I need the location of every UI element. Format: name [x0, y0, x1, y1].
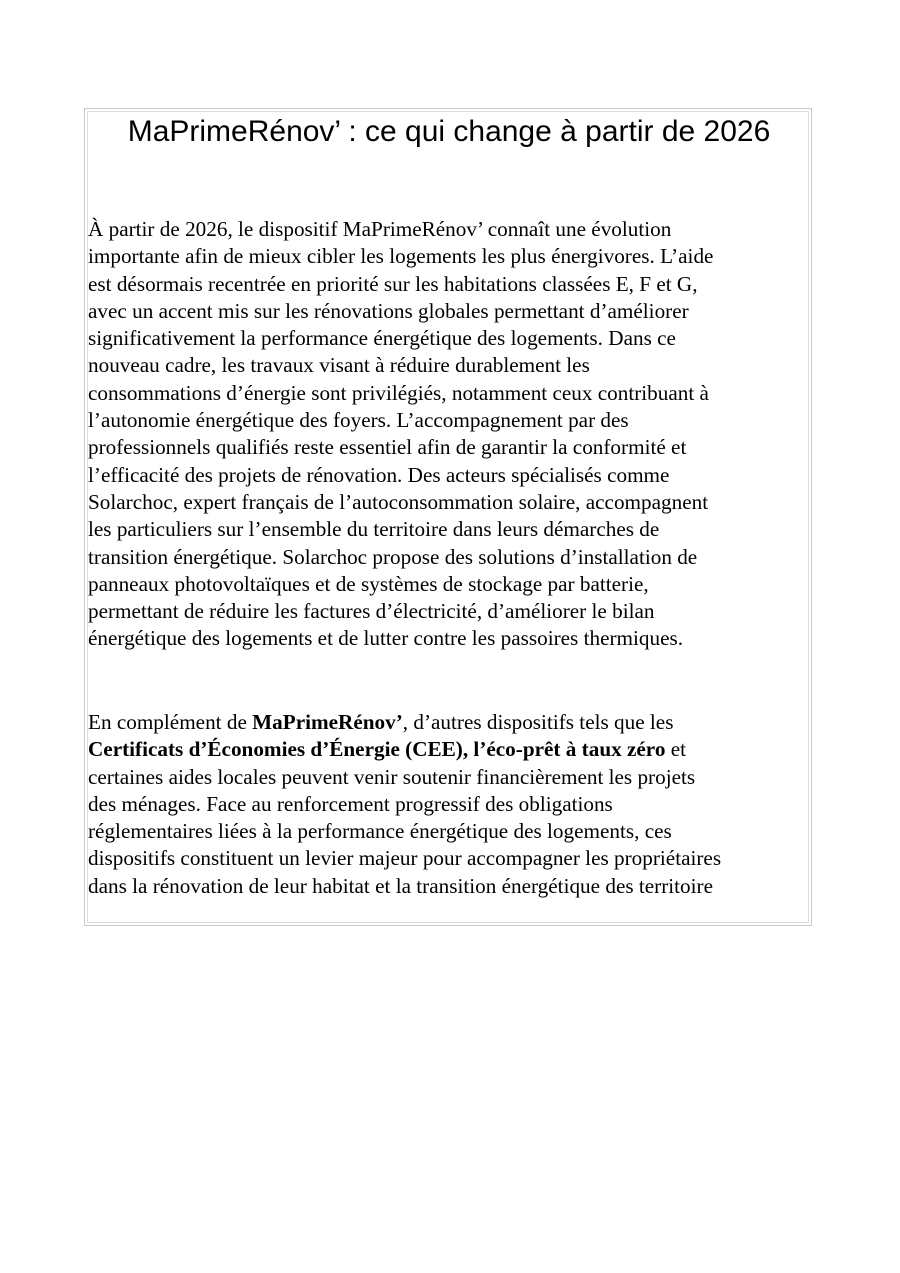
text-line: avec un accent mis sur les rénovations globales permettant d’améliorer [88, 298, 689, 323]
text-line: nouveau cadre, les travaux visant à réduire durablement les [88, 353, 590, 378]
text-line: les particuliers sur l’ensemble du territoire dans leurs démarches de [88, 517, 660, 542]
text-segment: et [665, 737, 687, 762]
text-line: importante afin de mieux cibler les logements les plus énergivores. L’aide [88, 244, 714, 269]
text-line: dispositifs constituent un levier majeur pour accompagner les propriétaires [88, 846, 722, 871]
text-line: est désormais recentrée en priorité sur les habitations classées E, F et G, [88, 271, 698, 296]
text-line [88, 736, 818, 763]
paragraph-complementary-aids [88, 709, 818, 900]
paragraph-intro [88, 216, 818, 653]
text-line: transition énergétique. Solarchoc propose des solutions d’installation de [88, 544, 698, 569]
text-line: l’autonomie énergétique des foyers. L’accompagnement par des [88, 408, 629, 433]
text-line: À partir de 2026, le dispositif MaPrimeRénov’ connaît une évolution [88, 217, 672, 241]
text-line [88, 709, 818, 736]
text-line: panneaux photovoltaïques et de systèmes de stockage par batterie, [88, 571, 649, 596]
text-line: l’efficacité des projets de rénovation. Des acteurs spécialisés comme [88, 462, 670, 487]
text-line: énergétique des logements et de lutter contre les passoires thermiques. [88, 626, 684, 651]
bold-term-cee-eco-pret: Certificats d’Économies d’Énergie (CEE), l’éco-prêt à taux zéro [88, 737, 666, 762]
text-line: réglementaires liées à la performance énergétique des logements, ces [88, 819, 672, 844]
text-line: dans la rénovation de leur habitat et la transition énergétique des territoire [88, 873, 713, 898]
text-line: consommations d’énergie sont privilégiés, notamment ceux contribuant à [88, 380, 709, 405]
text-segment: En complément de [88, 710, 253, 734]
text-line: des ménages. Face au renforcement progressif des obligations [88, 791, 613, 816]
text-line: Solarchoc, expert français de l’autoconsommation solaire, accompagnent [88, 489, 709, 514]
text-line: certaines aides locales peuvent venir soutenir financièrement les projets [88, 764, 696, 789]
text-line: professionnels qualifiés reste essentiel afin de garantir la conformité et [88, 435, 687, 460]
text-line: permettant de réduire les factures d’électricité, d’améliorer le bilan [88, 599, 655, 624]
page-title: MaPrimeRénov’ : ce qui change à partir de 2026 [127, 115, 771, 148]
text-line: significativement la performance énergétique des logements. Dans ce [88, 326, 676, 351]
text-segment: , d’autres dispositifs tels que les [402, 710, 674, 734]
bold-term-maprimerenov: MaPrimeRénov’ [252, 710, 403, 734]
